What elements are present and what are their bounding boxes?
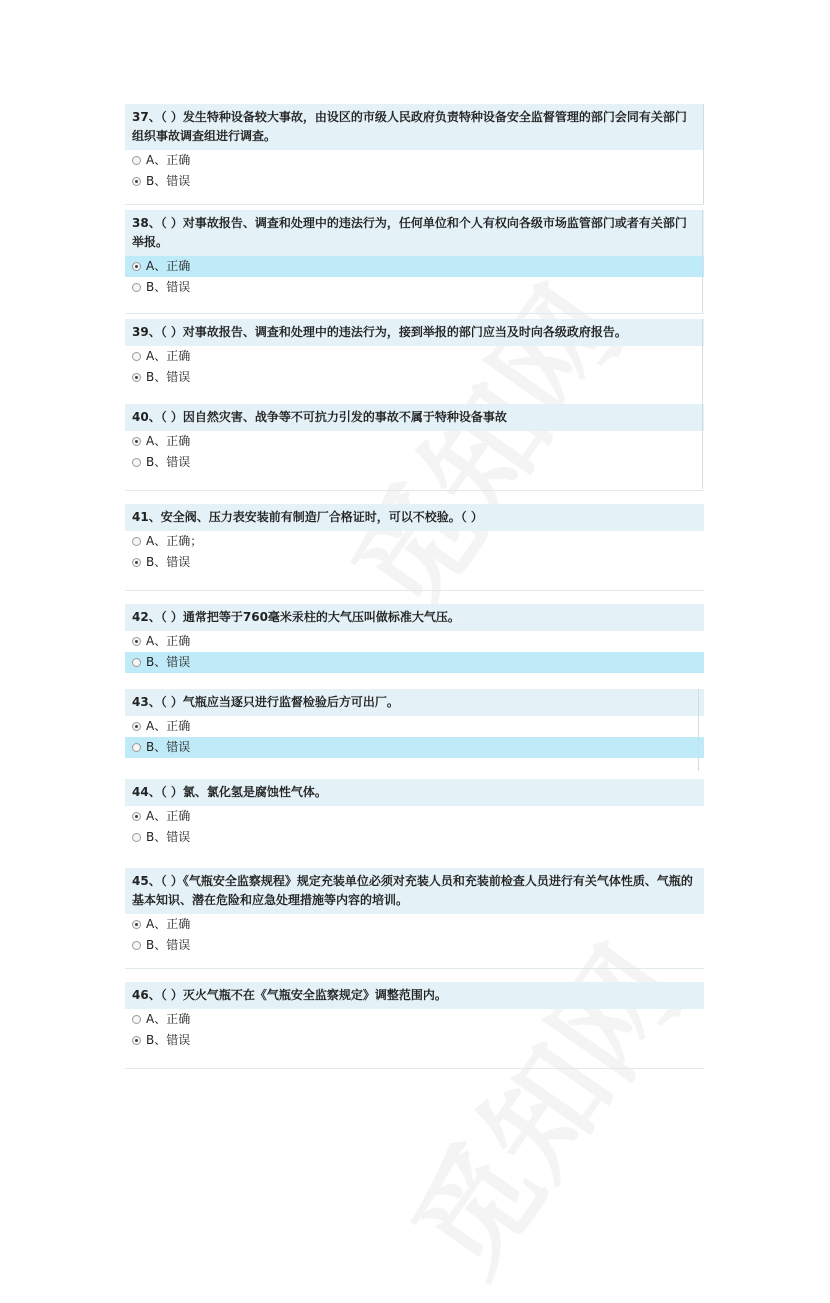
answer-option[interactable] — [125, 806, 704, 827]
answer-option-label: A、正确 — [146, 349, 191, 363]
radio-selected-icon[interactable] — [132, 437, 141, 446]
answer-option[interactable] — [125, 346, 704, 367]
answer-option-label: A、正确 — [146, 917, 191, 931]
question-block — [125, 210, 704, 298]
answer-option[interactable] — [125, 716, 704, 737]
question-text: 37、（ ）发生特种设备较大事故，由设区的市级人民政府负责特种设备安全监督管理的部门会同有关部门组织事故调查组进行调查。 — [125, 104, 704, 150]
answer-option[interactable] — [125, 552, 704, 573]
answer-option-label: A、正确 — [146, 1012, 191, 1026]
answer-option-label: B、错误 — [146, 1033, 191, 1047]
radio-selected-icon[interactable] — [132, 558, 141, 567]
question-text: 41、安全阀、压力表安装前有制造厂合格证时，可以不校验。（ ） — [125, 504, 704, 531]
answer-option[interactable] — [125, 256, 704, 277]
answer-option-label: B、错误 — [146, 280, 191, 294]
answer-option[interactable] — [125, 935, 704, 956]
radio-unselected-icon[interactable] — [132, 156, 141, 165]
answer-option[interactable] — [125, 827, 704, 848]
answer-option-label: B、错误 — [146, 740, 191, 754]
answer-option-label: B、错误 — [146, 938, 191, 952]
answer-option[interactable] — [125, 277, 704, 298]
answer-option-label: B、错误 — [146, 555, 191, 569]
question-text: 43、（ ）气瓶应当逐只进行监督检验后方可出厂。 — [125, 689, 704, 716]
radio-selected-icon[interactable] — [132, 722, 141, 731]
radio-unselected-icon[interactable] — [132, 458, 141, 467]
answer-option-label: A、正确； — [146, 534, 203, 548]
answer-option-label: A、正确 — [146, 719, 191, 733]
divider — [125, 490, 704, 491]
divider — [125, 590, 704, 591]
radio-selected-icon[interactable] — [132, 262, 141, 271]
question-block — [125, 779, 704, 848]
border-line — [702, 319, 703, 489]
answer-option-label: A、正确 — [146, 259, 191, 273]
question-text: 46、（ ）灭火气瓶不在《气瓶安全监察规定》调整范围内。 — [125, 982, 704, 1009]
radio-unselected-icon[interactable] — [132, 658, 141, 667]
question-text: 44、（ ）氯、氯化氢是腐蚀性气体。 — [125, 779, 704, 806]
question-block — [125, 404, 704, 473]
answer-option[interactable] — [125, 1030, 704, 1051]
question-block — [125, 504, 704, 573]
border-line — [702, 210, 703, 313]
radio-selected-icon[interactable] — [132, 812, 141, 821]
border-line — [698, 689, 699, 771]
radio-selected-icon[interactable] — [132, 177, 141, 186]
divider — [125, 313, 704, 314]
answer-option-label: A、正确 — [146, 434, 191, 448]
question-block — [125, 982, 704, 1051]
answer-option[interactable] — [125, 367, 704, 388]
radio-unselected-icon[interactable] — [132, 537, 141, 546]
question-text: 40、（ ）因自然灾害、战争等不可抗力引发的事故不属于特种设备事故 — [125, 404, 704, 431]
question-block — [125, 104, 704, 192]
question-text: 42、（ ）通常把等于760毫米汞柱的大气压叫做标准大气压。 — [125, 604, 704, 631]
answer-option[interactable] — [125, 452, 704, 473]
answer-option-label: B、错误 — [146, 370, 191, 384]
answer-option[interactable] — [125, 914, 704, 935]
answer-option[interactable] — [125, 531, 704, 552]
radio-unselected-icon[interactable] — [132, 352, 141, 361]
answer-option[interactable] — [125, 631, 704, 652]
divider — [125, 1068, 704, 1069]
radio-selected-icon[interactable] — [132, 373, 141, 382]
radio-unselected-icon[interactable] — [132, 1015, 141, 1024]
radio-selected-icon[interactable] — [132, 920, 141, 929]
answer-option[interactable] — [125, 737, 704, 758]
question-block — [125, 868, 704, 956]
answer-option[interactable] — [125, 150, 704, 171]
radio-unselected-icon[interactable] — [132, 743, 141, 752]
answer-option[interactable] — [125, 1009, 704, 1030]
answer-option[interactable] — [125, 652, 704, 673]
radio-unselected-icon[interactable] — [132, 283, 141, 292]
question-block — [125, 604, 704, 673]
border-line — [703, 104, 704, 204]
radio-selected-icon[interactable] — [132, 1036, 141, 1045]
question-block — [125, 689, 704, 758]
question-text: 45、（ ）《气瓶安全监察规程》规定充装单位必须对充装人员和充装前检查人员进行有关气体性质、气瓶的基本知识、潜在危险和应急处理措施等内容的培训。 — [125, 868, 704, 914]
radio-unselected-icon[interactable] — [132, 833, 141, 842]
answer-option-label: B、错误 — [146, 455, 191, 469]
divider — [125, 968, 704, 969]
answer-option-label: A、正确 — [146, 634, 191, 648]
answer-option[interactable] — [125, 431, 704, 452]
question-text: 39、（ ）对事故报告、调查和处理中的违法行为，接到举报的部门应当及时向各级政府报告。 — [125, 319, 704, 346]
question-text: 38、（ ）对事故报告、调查和处理中的违法行为，任何单位和个人有权向各级市场监管部门或者有关部门举报。 — [125, 210, 704, 256]
divider — [125, 204, 704, 205]
radio-unselected-icon[interactable] — [132, 941, 141, 950]
answer-option[interactable] — [125, 171, 704, 192]
answer-option-label: B、错误 — [146, 655, 191, 669]
answer-option-label: A、正确 — [146, 153, 191, 167]
answer-option-label: B、错误 — [146, 830, 191, 844]
answer-option-label: B、错误 — [146, 174, 191, 188]
radio-selected-icon[interactable] — [132, 637, 141, 646]
answer-option-label: A、正确 — [146, 809, 191, 823]
question-block — [125, 319, 704, 388]
